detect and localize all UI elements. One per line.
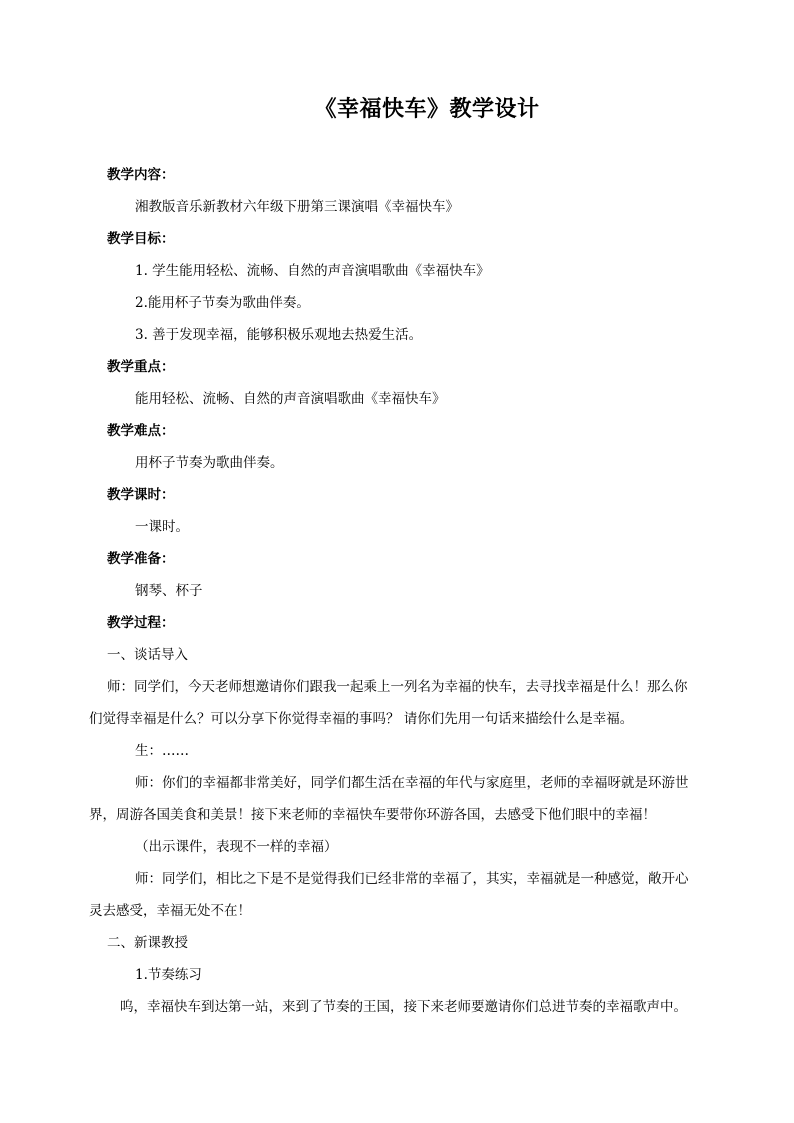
- hours-heading: 教学课时：: [107, 487, 175, 503]
- paragraph-2: 生：……: [135, 743, 189, 759]
- goals-heading: 教学目标：: [107, 231, 175, 247]
- paragraph-1-line-2: 们觉得幸福是什么？可以分享下你觉得幸福的事吗？ 请你们先用一句话来描绘什么是幸福。: [89, 711, 634, 727]
- paragraph-5-line-2: 灵去感受，幸福无处不在！: [89, 903, 251, 919]
- paragraph-3-line-1: 师：你们的幸福都非常美好，同学们都生活在幸福的年代与家庭里，老师的幸福呀就是环游世: [135, 775, 689, 791]
- document-title: 《幸福快车》教学设计: [314, 96, 540, 122]
- prep-heading: 教学准备：: [107, 551, 175, 567]
- paragraph-5-line-1: 师：同学们，相比之下是不是觉得我们已经非常的幸福了，其实，幸福就是一种感觉，敞开心: [135, 871, 689, 887]
- difficulty-heading: 教学难点：: [107, 423, 175, 439]
- content-text: 湘教版音乐新教材六年级下册第三课演唱《幸福快车》: [135, 199, 459, 215]
- paragraph-6: 呜，幸福快车到达第一站，来到了节奏的王国，接下来老师要邀请你们总进节奏的幸福歌声中。: [120, 999, 687, 1015]
- part2-heading: 二、新课教授: [107, 935, 188, 951]
- paragraph-4: （出示课件，表现不一样的幸福）: [135, 839, 338, 855]
- prep-text: 钢琴、杯子: [135, 583, 203, 599]
- key-heading: 教学重点：: [107, 359, 175, 375]
- key-text: 能用轻松、流畅、自然的声音演唱歌曲《幸福快车》: [135, 391, 446, 407]
- difficulty-text: 用杯子节奏为歌曲伴奏。: [135, 455, 284, 471]
- content-heading: 教学内容：: [107, 167, 175, 183]
- hours-text: 一课时。: [135, 519, 189, 535]
- paragraph-1-line-1: 师：同学们，今天老师想邀请你们跟我一起乘上一列名为幸福的快车，去寻找幸福是什么！那么你: [107, 679, 688, 695]
- part1-heading: 一、谈话导入: [107, 647, 188, 663]
- goal-2: 2.能用杯子节奏为歌曲伴奏。: [135, 295, 310, 311]
- sub1-heading: 1.节奏练习: [135, 967, 202, 983]
- paragraph-3-line-2: 界，周游各国美食和美景！接下来老师的幸福快车要带你环游各国，去感受下他们眼中的幸福！: [89, 807, 656, 823]
- goal-3: 3. 善于发现幸福，能够积极乐观地去热爱生活。: [135, 327, 423, 343]
- goal-1: 1. 学生能用轻松、流畅、自然的声音演唱歌曲《幸福快车》: [135, 263, 490, 279]
- process-heading: 教学过程：: [107, 615, 175, 631]
